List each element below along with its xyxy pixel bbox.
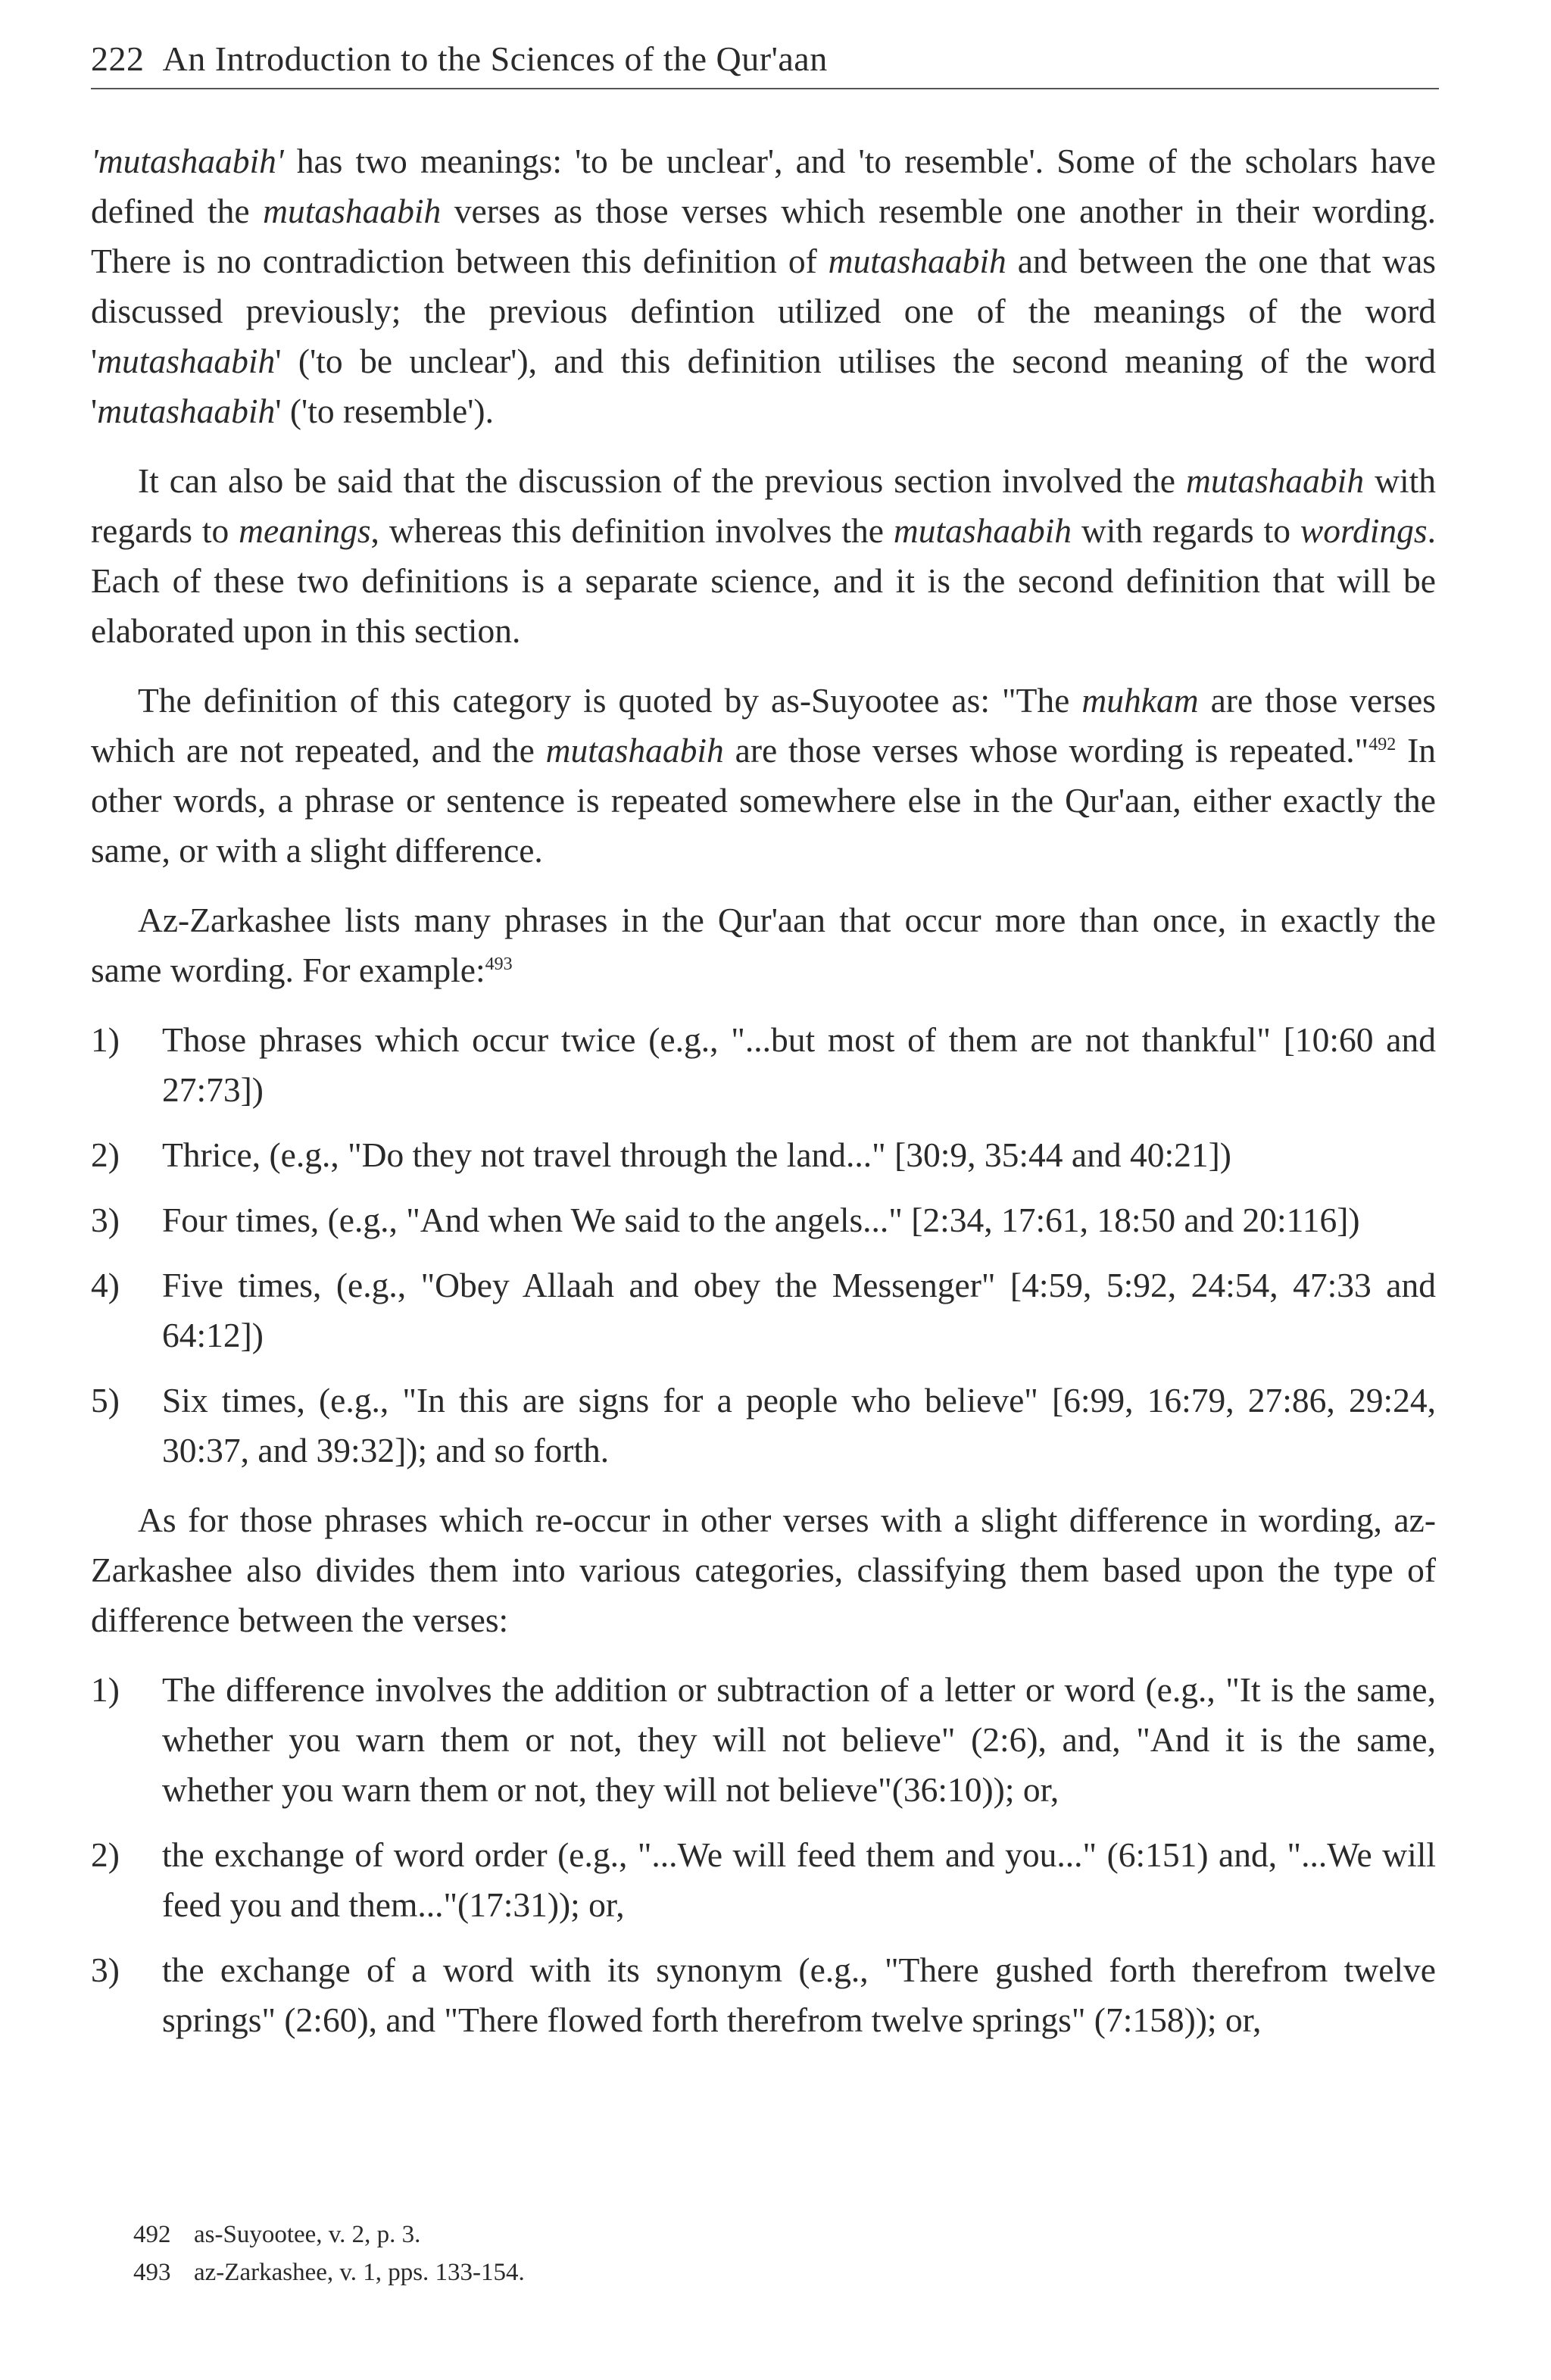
list-item bbox=[91, 1830, 1436, 1930]
list-number: 5) bbox=[91, 1381, 120, 1420]
list-item bbox=[91, 1376, 1436, 1476]
list-number: 2) bbox=[91, 1835, 120, 1874]
paragraph-1 bbox=[91, 136, 1436, 436]
footnotes bbox=[133, 2216, 525, 2291]
footnote-ref-492[interactable]: 492 bbox=[1368, 734, 1397, 754]
list-text: Five times, (e.g., "Obey Allaah and obey the Messenger" [4:59, 5:92, 24:54, 47:33 and 64:12]) bbox=[162, 1266, 1436, 1354]
text-run: . Each of these two definitions is a separate science, and it is the second definition that will be elaborated upon in this section. bbox=[91, 511, 1436, 650]
list-text: Those phrases which occur twice (e.g., "...but most of them are not thankful" [10:60 and 27:73]) bbox=[162, 1020, 1436, 1109]
running-header bbox=[91, 39, 1439, 89]
running-title: An Introduction to the Sciences of the Qur'aan bbox=[162, 39, 828, 78]
term-muhkam: muhkam bbox=[1081, 681, 1199, 720]
list-text: Four times, (e.g., "And when We said to the angels..." [2:34, 17:61, 18:50 and 20:116]) bbox=[162, 1201, 1360, 1239]
text-run: are those verses which are not repeated, and the bbox=[91, 681, 1436, 770]
list-item bbox=[91, 1260, 1436, 1360]
text-run: , whereas this definition involves the bbox=[370, 511, 894, 550]
list-number: 3) bbox=[91, 1201, 120, 1239]
footnote-text: az-Zarkashee, v. 1, pps. 133-154. bbox=[194, 2259, 525, 2286]
list-number: 4) bbox=[91, 1266, 120, 1304]
text-run: ' ('to be unclear'), and this definition utilises the second meaning of the word ' bbox=[91, 342, 1436, 430]
footnote-text: as-Suyootee, v. 2, p. 3. bbox=[194, 2221, 421, 2248]
term-wordings: wordings bbox=[1300, 511, 1428, 550]
text-run: The definition of this category is quoted by as-Suyootee as: "The bbox=[138, 681, 1082, 720]
difference-list bbox=[91, 1665, 1436, 2045]
term-mutashaabih: 'mutashaabih' bbox=[91, 142, 284, 180]
text-run: ' ('to resemble'). bbox=[275, 392, 494, 430]
term-mutashaabih: mutashaabih bbox=[828, 242, 1006, 280]
footnote-492 bbox=[133, 2216, 525, 2254]
page-number: 222 bbox=[91, 39, 145, 78]
term-mutashaabih: mutashaabih bbox=[893, 511, 1072, 550]
list-number: 3) bbox=[91, 1951, 120, 1989]
list-item bbox=[91, 1015, 1436, 1115]
term-meanings: meanings bbox=[239, 511, 371, 550]
list-item bbox=[91, 1130, 1436, 1180]
list-text: The difference involves the addition or subtraction of a letter or word (e.g., "It is the same, whether you warn them or not, they will not believe" (2:6), and, "And it is the same, whether you warn them or not, they will not believe"(36:10)); or, bbox=[162, 1670, 1436, 1809]
page-body bbox=[91, 136, 1436, 2065]
term-mutashaabih: mutashaabih bbox=[545, 731, 724, 770]
list-text: the exchange of word order (e.g., "...We will feed them and you..." (6:151) and, "...We will feed you and them..."(17:31)); or, bbox=[162, 1835, 1436, 1924]
text-run: In other words, a phrase or sentence is repeated somewhere else in the Qur'aan, either exactly the same, or with a slight difference. bbox=[91, 731, 1437, 870]
term-mutashaabih: mutashaabih bbox=[263, 192, 442, 230]
paragraph-3 bbox=[91, 676, 1436, 876]
list-text: Six times, (e.g., "In this are signs for a people who believe" [6:99, 16:79, 27:86, 29:24, 30:37, and 39:32]); and so forth. bbox=[162, 1381, 1436, 1470]
term-mutashaabih: mutashaabih bbox=[1185, 461, 1365, 500]
text-run: verses as those verses which resemble one another in their wording. There is no contradiction between this definition of bbox=[91, 192, 1436, 280]
list-number: 2) bbox=[91, 1135, 120, 1174]
footnote-493 bbox=[133, 2254, 525, 2291]
term-mutashaabih: mutashaabih bbox=[97, 392, 276, 430]
text-run: with regards to bbox=[91, 461, 1436, 550]
text-run: It can also be said that the discussion of the previous section involved the bbox=[138, 461, 1186, 500]
list-number: 1) bbox=[91, 1020, 120, 1059]
text-run: has two meanings: 'to be unclear', and 'to resemble'. Some of the scholars have defined the bbox=[91, 142, 1436, 230]
footnote-ref-493[interactable]: 493 bbox=[485, 954, 513, 974]
repetition-list bbox=[91, 1015, 1436, 1476]
list-number: 1) bbox=[91, 1670, 120, 1709]
header-text bbox=[91, 39, 828, 79]
text-run: with regards to bbox=[1072, 511, 1300, 550]
term-mutashaabih: mutashaabih bbox=[97, 342, 276, 380]
list-text: Thrice, (e.g., "Do they not travel through the land..." [30:9, 35:44 and 40:21]) bbox=[162, 1135, 1231, 1174]
paragraph-5: As for those phrases which re-occur in other verses with a slight difference in wording, az-Zarkashee also divides them into various categories, classifying them based upon the type of difference between the verses: bbox=[91, 1501, 1436, 1639]
list-item bbox=[91, 1195, 1436, 1245]
footnote-number: 492 bbox=[133, 2221, 171, 2248]
paragraph-2 bbox=[91, 456, 1436, 656]
list-item bbox=[91, 1665, 1436, 1815]
list-item bbox=[91, 1945, 1436, 2045]
list-text: the exchange of a word with its synonym (e.g., "There gushed forth therefrom twelve springs" (2:60), and "There flowed forth therefrom twelve springs" (7:158)); or, bbox=[162, 1951, 1436, 2039]
text-run: are those verses whose wording is repeated." bbox=[723, 731, 1369, 770]
footnote-number: 493 bbox=[133, 2259, 171, 2286]
paragraph-4 bbox=[91, 895, 1436, 995]
text-run: Az-Zarkashee lists many phrases in the Qur'aan that occur more than once, in exactly the same wording. For example: bbox=[91, 901, 1436, 989]
text-run: and between the one that was discussed previously; the previous defintion utilized one of the meanings of the word ' bbox=[91, 242, 1436, 380]
